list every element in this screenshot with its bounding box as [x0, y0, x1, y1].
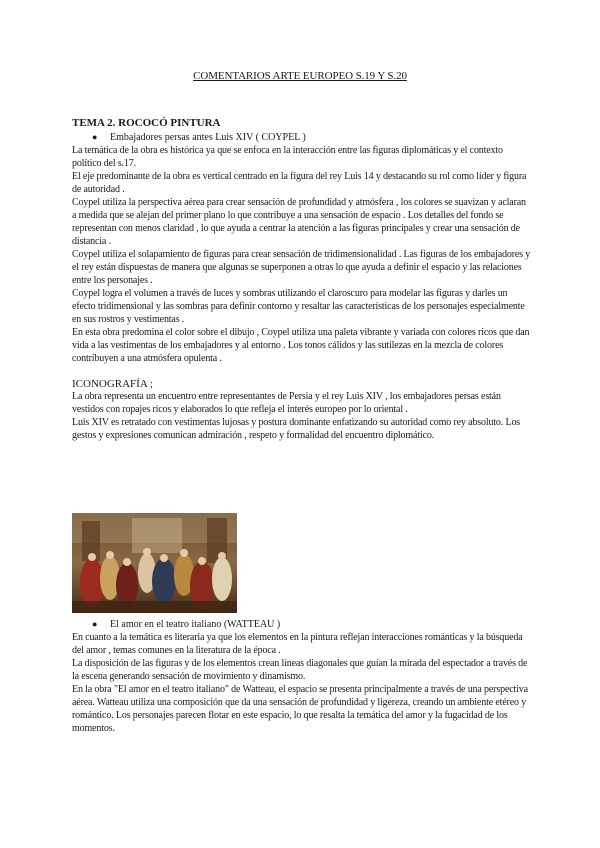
painting-image [72, 513, 237, 613]
paragraph: La temática de la obra es histórica ya que se enfoca en la interacción entre las figuras diplomáticas y el contexto político del s.17. [72, 145, 503, 169]
paragraph: En cuanto a la temática es literaria ya que los elementos en la pintura reflejan interacciones románticas y la búsqueda del amor , temas comunes en la literatura de la época . [72, 632, 523, 656]
bullet-dot-icon: ● [92, 132, 98, 142]
section-watteau [72, 618, 532, 735]
paragraph: Coypel utiliza la perspectiva aérea para crear sensación de profundidad y atmósfera , los colores se suavizan y aclaran a medida que se alejan del primer plano lo que contribuye a una sensación de espacio . Los detalles del fondo se representan con menos claridad , lo que ayuda a centrar la atención a las figuras principales y crear una sensación de distancia . [72, 197, 526, 247]
paragraph: El eje predominante de la obra es vertical centrado en la figura del rey Luis 14 y destacando su rol como líder y figura de autoridad . [72, 171, 527, 195]
paragraph: Coypel logra el volumen a través de luces y sombras utilizando el claroscuro para modelar las figuras y darles un efecto tridimensional y las sombras para definir contorno y resaltar las características de los personajes especialmente en sus rostros y vestimentas . [72, 288, 525, 325]
paragraph: Coypel utiliza el solapamiento de figuras para crear sensación de tridimensionalidad . Las figuras de los embajadores y el rey están dispuestas de manera que algunas se superponen a otras lo que ayuda a definir el espacio y las relaciones entre los personajes . [72, 249, 531, 286]
paragraph: En esta obra predomina el color sobre el dibujo , Coypel utiliza una paleta vibrante y variada con colores ricos que dan vida a las vestimentas de los embajadores y al entorno . Los tonos cálidos y las sutilezas en la mezcla de colores contribuyen a una atmósfera opulenta . [72, 327, 530, 364]
section-tema-2 [72, 117, 532, 365]
bullet-work-coypel [72, 131, 532, 144]
bullet-text: Embajadores persas antes Luis XIV ( COYPEL ) [110, 132, 306, 143]
paragraph: La disposición de las figuras y de los elementos crean líneas diagonales que guían la mirada del espectador a través de la escena generando sensación de movimiento y dinamismo. [72, 658, 528, 682]
document-title: COMENTARIOS ARTE EUROPEO S.19 Y S.20 [193, 70, 407, 82]
bullet-text: El amor en el teatro italiano (WATTEAU ) [110, 619, 281, 630]
section-heading: TEMA 2. ROCOCÓ PINTURA [72, 117, 221, 129]
paragraph: Luis XIV es retratado con vestimentas lujosas y postura dominante enfatizando su autoridad como rey absoluto. Los gestos y expresiones comunican admiración , respeto y formalidad del encuentro diplomático. [72, 417, 521, 441]
iconografia-heading: ICONOGRAFÍA ; [72, 378, 153, 390]
paragraph: En la obra "El amor en el teatro italiano" de Watteau, el espacio se presenta principalmente a través de una perspectiva aérea. Watteau utiliza una composición que da una sensación de profundidad y ligereza, creando un ambiente etéreo y romántico. Los personajes parecen flotar en este espacio, lo que resalta la temática del amor y la fugacidad de los momentos. [72, 684, 528, 734]
bullet-dot-icon: ● [92, 619, 98, 629]
paragraph: La obra representa un encuentro entre representantes de Persia y el rey Luis XIV , los embajadores persas están vestidos con ropajes ricos y elaborados lo que refleja el interés europeo por lo oriental . [72, 391, 501, 415]
bullet-work-watteau [72, 618, 532, 631]
section-iconografia [72, 378, 532, 442]
